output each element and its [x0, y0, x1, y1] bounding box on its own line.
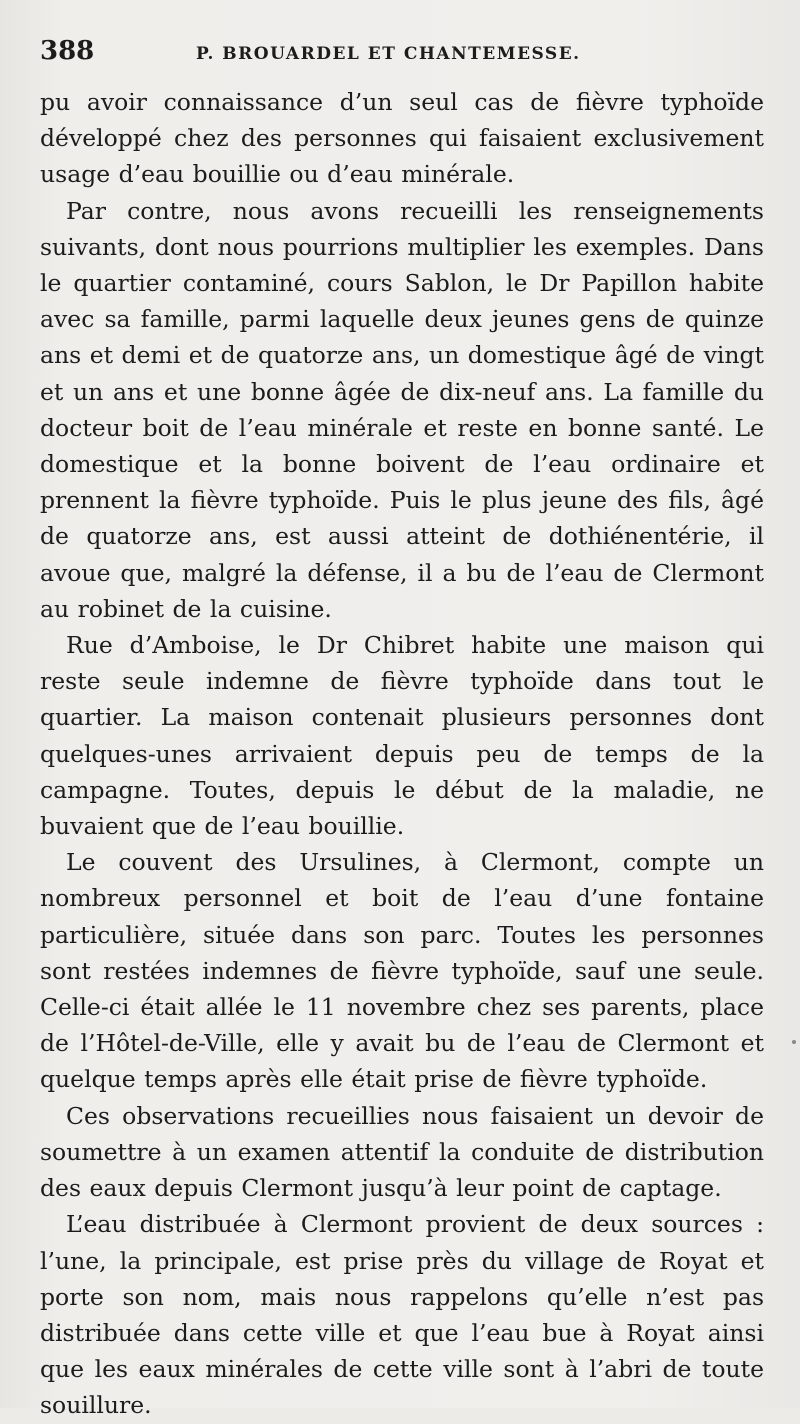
- running-head: P. BROUARDEL ET CHANTEMESSE.: [196, 44, 581, 64]
- paragraph-6: L’eau distribuée à Clermont provient de deux sources : l’une, la principale, est prise près du village de Royat et porte son nom, mais nous rappelons qu’elle n’est pas distribuée dans cette ville et que l’eau bue à Royat ainsi que les eaux minérales de cette ville sont à l’abri de toute souillure.: [40, 1210, 764, 1420]
- paragraph-4: Le couvent des Ursulines, à Clermont, compte un nombreux personnel et boit de l’eau d’une fontaine particulière, située dans son parc. Toutes les personnes sont restées indemnes de fièvre typhoïde, sauf une seule. Celle-ci était allée le 11 novembre chez ses parents, place de l’Hôtel-de-Ville, elle y avait bu de l’eau de Clermont et quelque temps après elle était prise de fièvre typhoïde.: [40, 848, 764, 1094]
- page-number: 388: [40, 36, 95, 66]
- paragraph-5: Ces observations recueillies nous faisaient un devoir de soumettre à un examen attentif la conduite de distribution des eaux depuis Clermont jusqu’à leur point de captage.: [40, 1101, 764, 1203]
- body-text: [40, 84, 764, 1424]
- margin-speck: [792, 1040, 796, 1044]
- paragraph-3: Rue d’Amboise, le Dr Chibret habite une maison qui reste seule indemne de fièvre typhoïde dans tout le quartier. La maison contenait plusieurs personnes dont quelques-unes arrivaient depuis peu de temps de la campagne. Toutes, depuis le début de la maladie, ne buvaient que de l’eau bouillie.: [40, 631, 764, 841]
- paragraph-2: Par contre, nous avons recueilli les renseignements suivants, dont nous pourrions multiplier les exemples. Dans le quartier contaminé, cours Sablon, le Dr Papillon habite avec sa famille, parmi laquelle deux jeunes gens de quinze ans et demi et de quatorze ans, un domestique âgé de vingt et un ans et une bonne âgée de dix-neuf ans. La famille du docteur boit de l’eau minérale et reste en bonne santé. Le domestique et la bonne boivent de l’eau ordinaire et prennent la fièvre typhoïde. Puis le plus jeune des fils, âgé de quatorze ans, est aussi atteint de dothiénentérie, il avoue que, malgré la défense, il a bu de l’eau de Clermont au robinet de la cuisine.: [40, 196, 764, 623]
- page-header: [40, 36, 764, 76]
- paragraph-1: pu avoir connaissance d’un seul cas de fièvre typhoïde développé chez des personnes qui faisaient exclusivement usage d’eau bouillie ou d’eau minérale.: [40, 88, 764, 189]
